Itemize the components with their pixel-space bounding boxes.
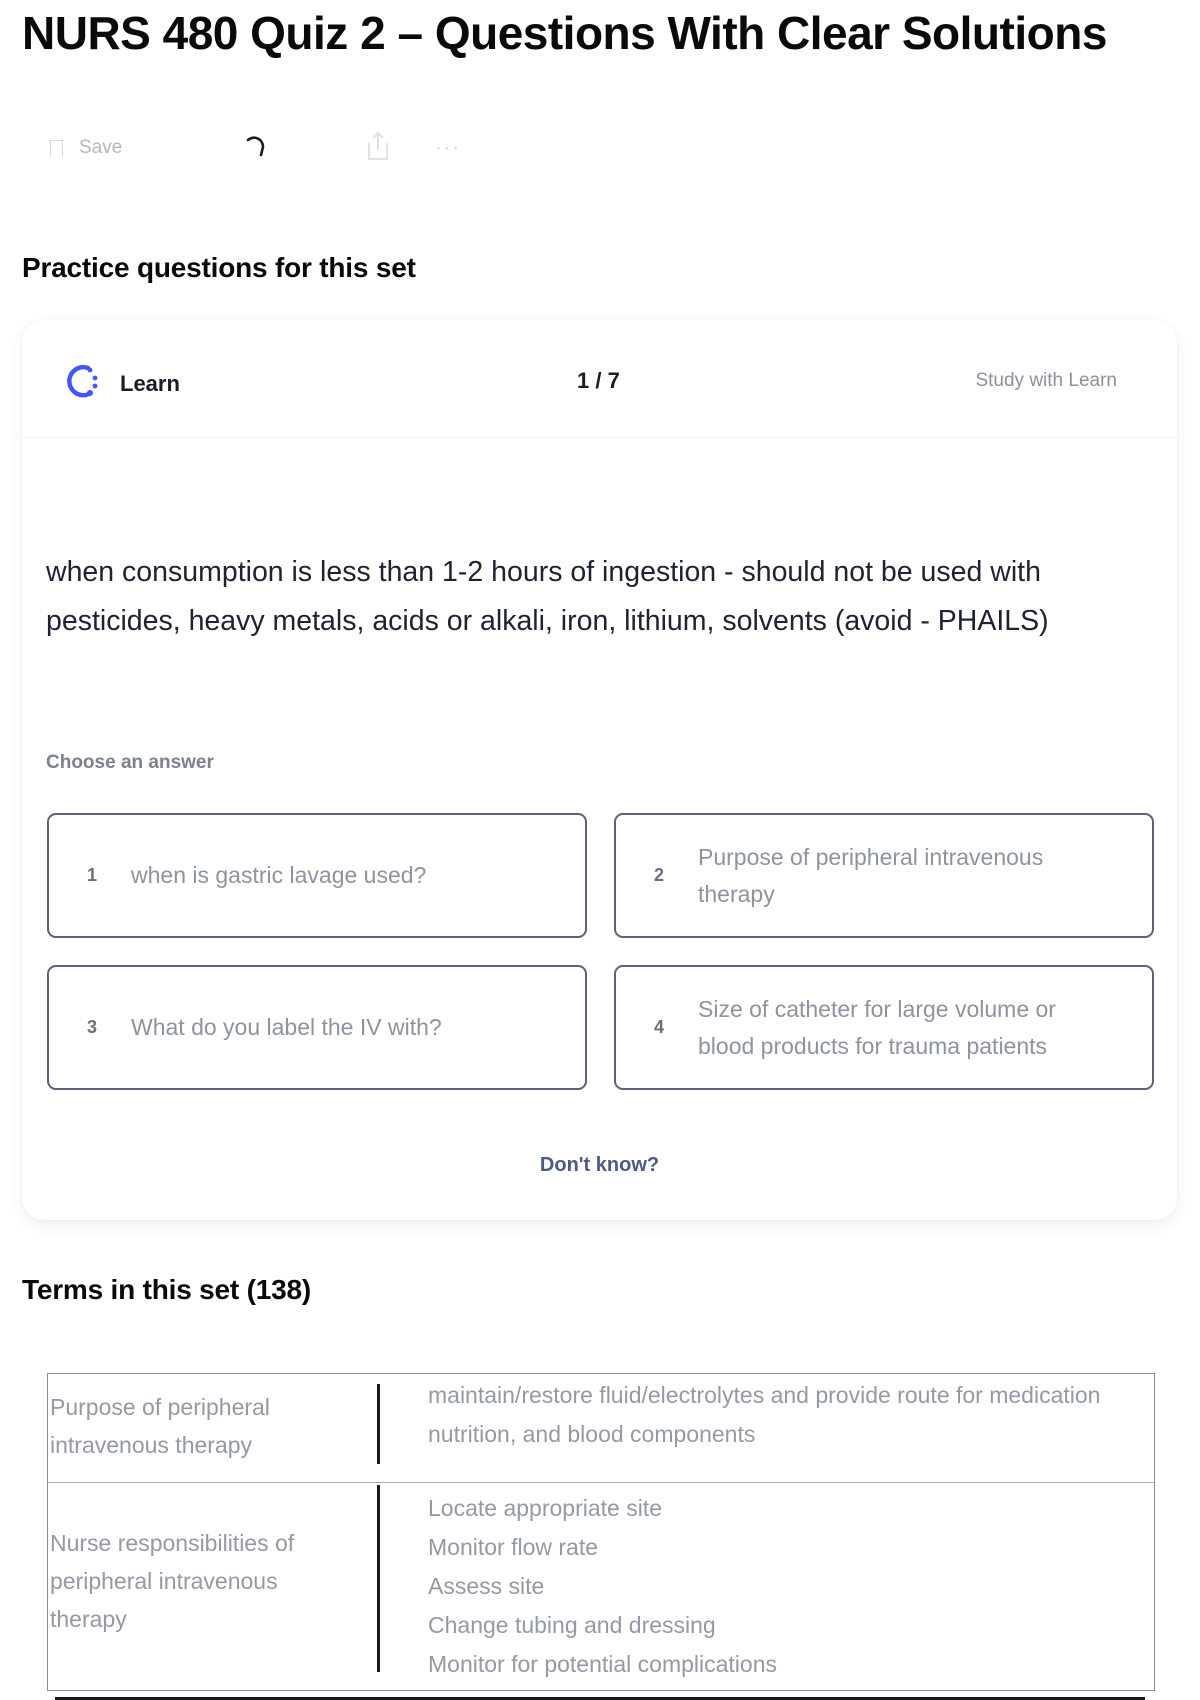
option-text: What do you label the IV with? xyxy=(131,1014,442,1040)
more-button[interactable] xyxy=(435,128,461,168)
definition-line: maintain/restore fluid/electrolytes and provide route for medication nutrition, and blood components xyxy=(428,1382,1101,1447)
term-text: Purpose of peripheral intravenous therapy xyxy=(48,1384,380,1464)
option-text: when is gastric lavage used? xyxy=(131,862,427,888)
loading-spinner-icon xyxy=(243,128,269,168)
toolbar xyxy=(50,128,550,168)
option-text: Size of catheter for large volume or blood products for trauma patients xyxy=(698,995,1056,1059)
learn-icon xyxy=(60,360,120,407)
option-number: 2 xyxy=(654,865,665,885)
term-definition xyxy=(380,1485,1154,1690)
page-title: NURS 480 Quiz 2 – Questions With Clear Solutions xyxy=(22,7,1107,59)
term-row xyxy=(48,1374,1154,1483)
learn-mode-link[interactable] xyxy=(60,360,180,407)
save-button[interactable] xyxy=(50,128,122,168)
term-text: Nurse responsibilities of peripheral intravenous therapy xyxy=(48,1485,380,1672)
progress-counter: 1 / 7 xyxy=(577,368,620,393)
option-number: 1 xyxy=(87,865,98,885)
definition-line: Monitor flow rate xyxy=(428,1534,599,1560)
card-header xyxy=(22,320,1177,438)
dont-know-button[interactable]: Don't know? xyxy=(539,1154,660,1176)
bookmark-icon xyxy=(50,140,63,157)
more-icon: ··· xyxy=(435,136,461,159)
option-number: 4 xyxy=(654,1017,665,1037)
question-prompt: when consumption is less than 1-2 hours of ingestion - should not be used with pesticides, heavy metals, acids or alkali, iron, lithium, solvents (avoid - PHAILS) xyxy=(46,556,1049,637)
term-row xyxy=(48,1483,1154,1690)
learn-label: Learn xyxy=(120,370,180,396)
answer-option-1[interactable] xyxy=(47,813,587,938)
terms-heading: Terms in this set (138) xyxy=(22,1274,311,1305)
answer-option-2[interactable] xyxy=(614,813,1154,938)
terms-table xyxy=(47,1373,1155,1691)
study-with-learn-link[interactable]: Study with Learn xyxy=(975,370,1117,391)
learn-card xyxy=(22,320,1177,1220)
definition-line: Monitor for potential complications xyxy=(428,1651,777,1677)
answer-option-4[interactable] xyxy=(614,965,1154,1090)
save-label: Save xyxy=(79,137,123,158)
share-icon xyxy=(365,130,391,167)
choose-answer-label: Choose an answer xyxy=(46,752,214,773)
practice-heading: Practice questions for this set xyxy=(22,252,416,283)
definition-line: Assess site xyxy=(428,1573,545,1599)
definition-line: Locate appropriate site xyxy=(428,1495,662,1521)
term-definition xyxy=(380,1374,1154,1482)
answer-option-3[interactable] xyxy=(47,965,587,1090)
option-number: 3 xyxy=(87,1017,98,1037)
definition-line: Change tubing and dressing xyxy=(428,1612,716,1638)
option-text: Purpose of peripheral intravenous therapy xyxy=(698,843,1044,907)
share-button[interactable] xyxy=(365,128,391,168)
